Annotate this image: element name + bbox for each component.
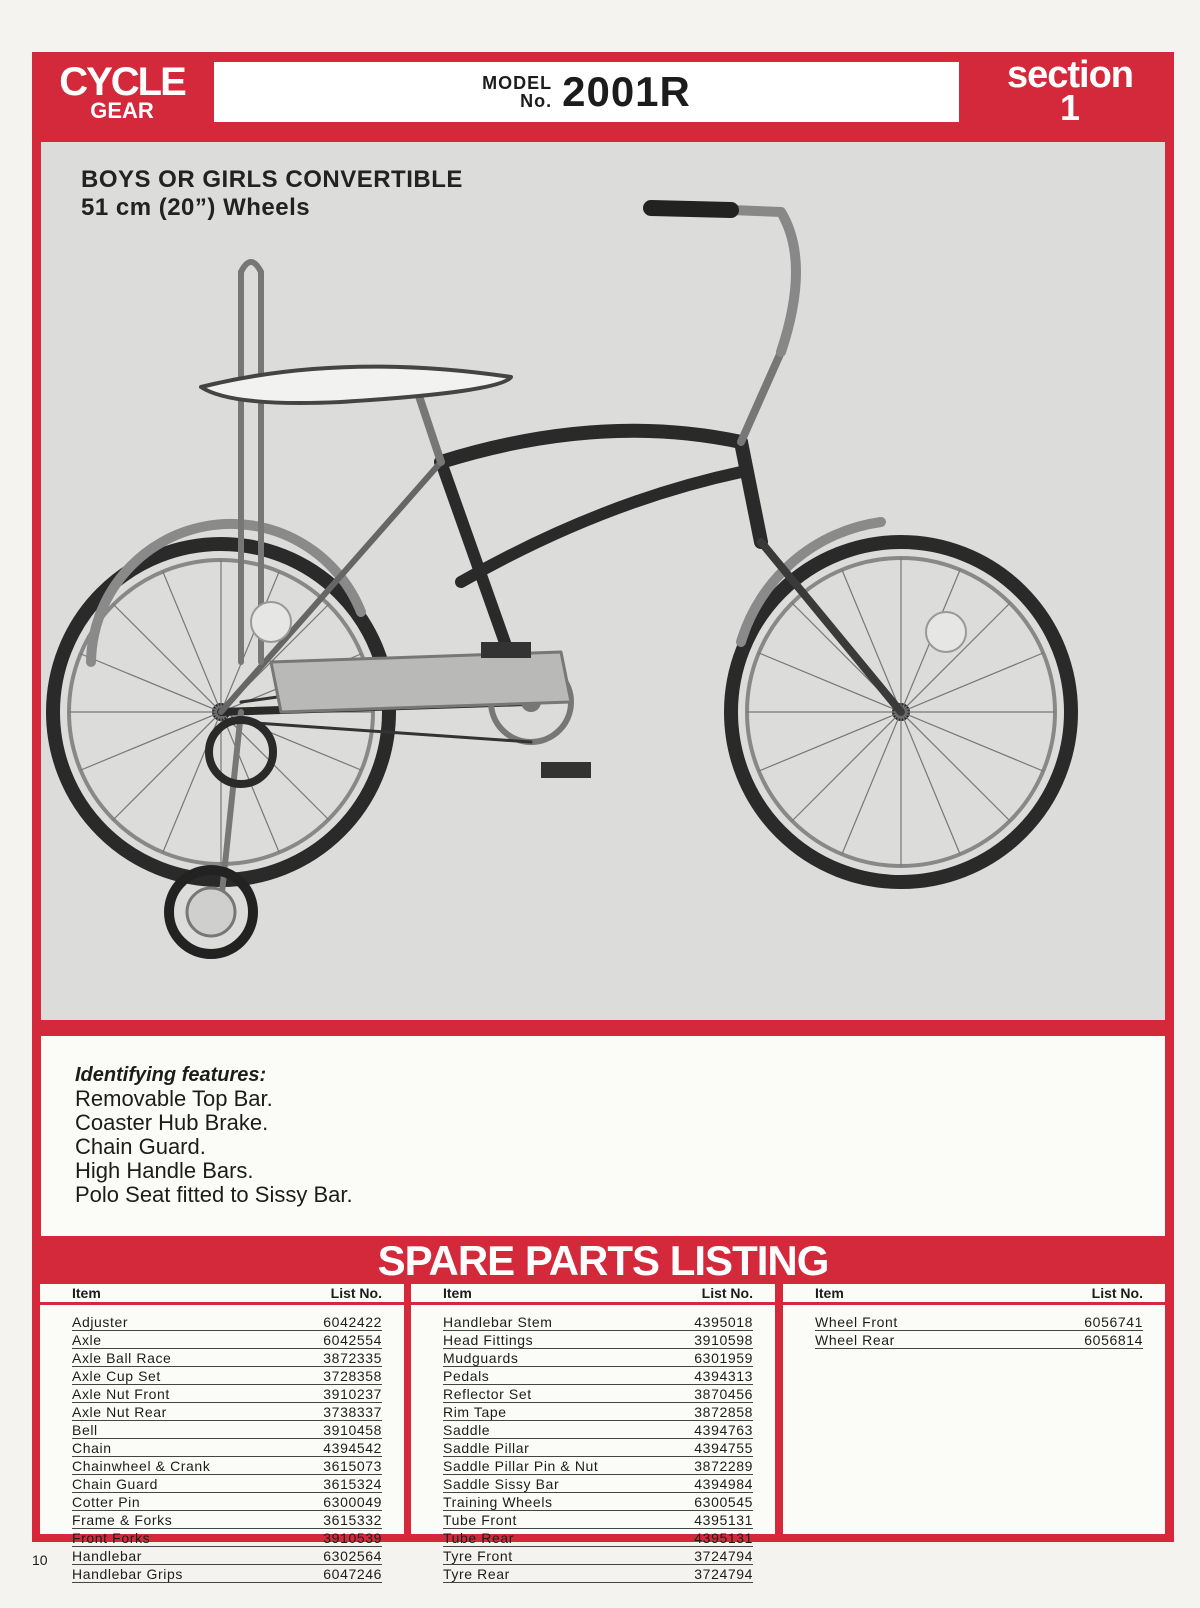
part-list-number: 6300049 <box>323 1494 382 1510</box>
part-list-number: 3910458 <box>323 1422 382 1438</box>
section-label: section <box>1006 54 1134 96</box>
parts-table-row <box>443 1476 753 1493</box>
parts-table-row <box>443 1440 753 1457</box>
parts-table-row <box>443 1530 753 1547</box>
bike-photo-panel <box>41 142 1165 1020</box>
brand-line-2: GEAR <box>90 98 154 123</box>
part-name: Tyre Rear <box>443 1566 510 1582</box>
parts-table-row <box>443 1404 753 1421</box>
section-marker <box>972 56 1168 126</box>
part-list-number: 4395131 <box>694 1530 753 1546</box>
parts-column-header <box>411 1284 775 1305</box>
identifying-features-panel <box>41 1036 1165 1236</box>
item-column-heading: Item <box>815 1285 844 1301</box>
part-list-number: 3872335 <box>323 1350 382 1366</box>
part-list-number: 4394763 <box>694 1422 753 1438</box>
part-name: Axle Nut Rear <box>72 1404 167 1420</box>
part-name: Chain <box>72 1440 112 1456</box>
part-name: Chainwheel & Crank <box>72 1458 211 1474</box>
part-list-number: 6301959 <box>694 1350 753 1366</box>
item-column-heading: Item <box>443 1285 472 1301</box>
brand-logo <box>42 60 202 124</box>
product-title-line-2: 51 cm (20”) Wheels <box>81 194 311 221</box>
part-name: Handlebar <box>72 1548 142 1564</box>
item-column-heading: Item <box>72 1285 101 1301</box>
parts-table-row <box>72 1368 382 1385</box>
part-list-number: 4395131 <box>694 1512 753 1528</box>
parts-table-row <box>72 1422 382 1439</box>
part-list-number: 4394984 <box>694 1476 753 1492</box>
part-list-number: 4394313 <box>694 1368 753 1384</box>
part-name: Tyre Front <box>443 1548 513 1564</box>
feature-item: High Handle Bars. <box>75 1158 254 1183</box>
feature-item: Coaster Hub Brake. <box>75 1110 269 1135</box>
model-label-line-1: MODEL <box>482 73 553 93</box>
spare-parts-title: SPARE PARTS LISTING <box>377 1237 829 1284</box>
parts-table-row <box>72 1332 382 1349</box>
parts-table-row <box>443 1386 753 1403</box>
part-name: Axle Cup Set <box>72 1368 161 1384</box>
feature-item: Polo Seat fitted to Sissy Bar. <box>75 1182 353 1207</box>
model-label-line-2: No. <box>520 91 553 111</box>
parts-table-row <box>815 1332 1143 1349</box>
part-name: Frame & Forks <box>72 1512 173 1528</box>
part-list-number: 6300545 <box>694 1494 753 1510</box>
part-name: Tube Front <box>443 1512 517 1528</box>
section-number: 1 <box>1059 87 1081 128</box>
parts-column-header <box>783 1284 1165 1305</box>
bicycle-illustration <box>41 142 1165 1020</box>
part-list-number: 3872289 <box>694 1458 753 1474</box>
features-list <box>75 1087 353 1207</box>
model-number: 2001R <box>562 68 691 115</box>
part-list-number: 6302564 <box>323 1548 382 1564</box>
part-name: Axle Ball Race <box>72 1350 172 1366</box>
part-list-number: 6042554 <box>323 1332 382 1348</box>
catalog-page <box>32 52 1174 1582</box>
parts-table-row <box>443 1548 753 1565</box>
model-header <box>214 62 959 122</box>
part-list-number: 3615073 <box>323 1458 382 1474</box>
part-list-number: 3910237 <box>323 1386 382 1402</box>
part-name: Pedals <box>443 1368 490 1384</box>
parts-rows <box>815 1314 1143 1350</box>
part-list-number: 3870456 <box>694 1386 753 1402</box>
part-list-number: 4394755 <box>694 1440 753 1456</box>
part-list-number: 3728358 <box>323 1368 382 1384</box>
part-list-number: 3724794 <box>694 1548 753 1564</box>
parts-table-row <box>72 1458 382 1475</box>
parts-table-row <box>443 1350 753 1367</box>
parts-table-row <box>72 1530 382 1547</box>
parts-table-row <box>443 1512 753 1529</box>
part-name: Saddle Pillar Pin & Nut <box>443 1458 599 1474</box>
part-list-number: 3910598 <box>694 1332 753 1348</box>
parts-table-row <box>443 1314 753 1331</box>
parts-table-row <box>72 1386 382 1403</box>
list-no-column-heading: List No. <box>330 1285 382 1301</box>
part-name: Head Fittings <box>443 1332 534 1348</box>
part-list-number: 6056741 <box>1084 1314 1143 1330</box>
part-list-number: 6047246 <box>323 1566 382 1582</box>
part-name: Training Wheels <box>443 1494 553 1510</box>
part-name: Front Forks <box>72 1530 151 1546</box>
part-list-number: 6056814 <box>1084 1332 1143 1348</box>
part-name: Wheel Rear <box>815 1332 895 1348</box>
part-name: Saddle Sissy Bar <box>443 1476 560 1492</box>
list-no-column-heading: List No. <box>1091 1285 1143 1301</box>
parts-table-row <box>72 1494 382 1511</box>
parts-rows <box>72 1314 382 1584</box>
parts-table-row <box>72 1350 382 1367</box>
feature-item: Removable Top Bar. <box>75 1086 273 1111</box>
parts-table-row <box>443 1458 753 1475</box>
parts-table-row <box>72 1404 382 1421</box>
parts-column-2 <box>411 1284 775 1582</box>
part-name: Rim Tape <box>443 1404 507 1420</box>
parts-table-row <box>72 1476 382 1493</box>
parts-table-row <box>72 1566 382 1583</box>
parts-rows <box>443 1314 753 1584</box>
part-name: Saddle Pillar <box>443 1440 530 1456</box>
parts-column-3 <box>783 1284 1165 1534</box>
parts-column-1 <box>40 1284 404 1582</box>
part-list-number: 4395018 <box>694 1314 753 1330</box>
part-name: Chain Guard <box>72 1476 158 1492</box>
parts-table-row <box>443 1494 753 1511</box>
part-name: Reflector Set <box>443 1386 532 1402</box>
parts-table-row <box>72 1440 382 1457</box>
brand-line-1: CYCLE <box>59 60 185 104</box>
product-title <box>81 166 463 222</box>
part-name: Cotter Pin <box>72 1494 141 1510</box>
product-title-line-1: BOYS OR GIRLS CONVERTIBLE <box>81 166 463 193</box>
part-name: Tube Rear <box>443 1530 515 1546</box>
part-name: Adjuster <box>72 1314 129 1330</box>
part-name: Handlebar Stem <box>443 1314 553 1330</box>
part-name: Axle Nut Front <box>72 1386 170 1402</box>
parts-table-row <box>443 1422 753 1439</box>
part-name: Handlebar Grips <box>72 1566 183 1582</box>
page-number: 10 <box>32 1552 48 1568</box>
parts-table-row <box>443 1332 753 1349</box>
list-no-column-heading: List No. <box>701 1285 753 1301</box>
features-heading: Identifying features: <box>75 1064 267 1086</box>
parts-table-row <box>72 1314 382 1331</box>
part-list-number: 6042422 <box>323 1314 382 1330</box>
model-label <box>482 74 552 110</box>
parts-table-row <box>72 1512 382 1529</box>
part-list-number: 3724794 <box>694 1566 753 1582</box>
part-name: Wheel Front <box>815 1314 898 1330</box>
part-list-number: 4394542 <box>323 1440 382 1456</box>
part-list-number: 3872858 <box>694 1404 753 1420</box>
parts-table-row <box>443 1368 753 1385</box>
parts-table-row <box>72 1548 382 1565</box>
part-list-number: 3910539 <box>323 1530 382 1546</box>
parts-table-row <box>815 1314 1143 1331</box>
part-name: Mudguards <box>443 1350 519 1366</box>
feature-item: Chain Guard. <box>75 1134 206 1159</box>
part-list-number: 3615324 <box>323 1476 382 1492</box>
parts-column-header <box>40 1284 404 1305</box>
part-list-number: 3615332 <box>323 1512 382 1528</box>
parts-table-row <box>443 1566 753 1583</box>
part-name: Bell <box>72 1422 98 1438</box>
part-name: Axle <box>72 1332 102 1348</box>
part-name: Saddle <box>443 1422 491 1438</box>
part-list-number: 3738337 <box>323 1404 382 1420</box>
